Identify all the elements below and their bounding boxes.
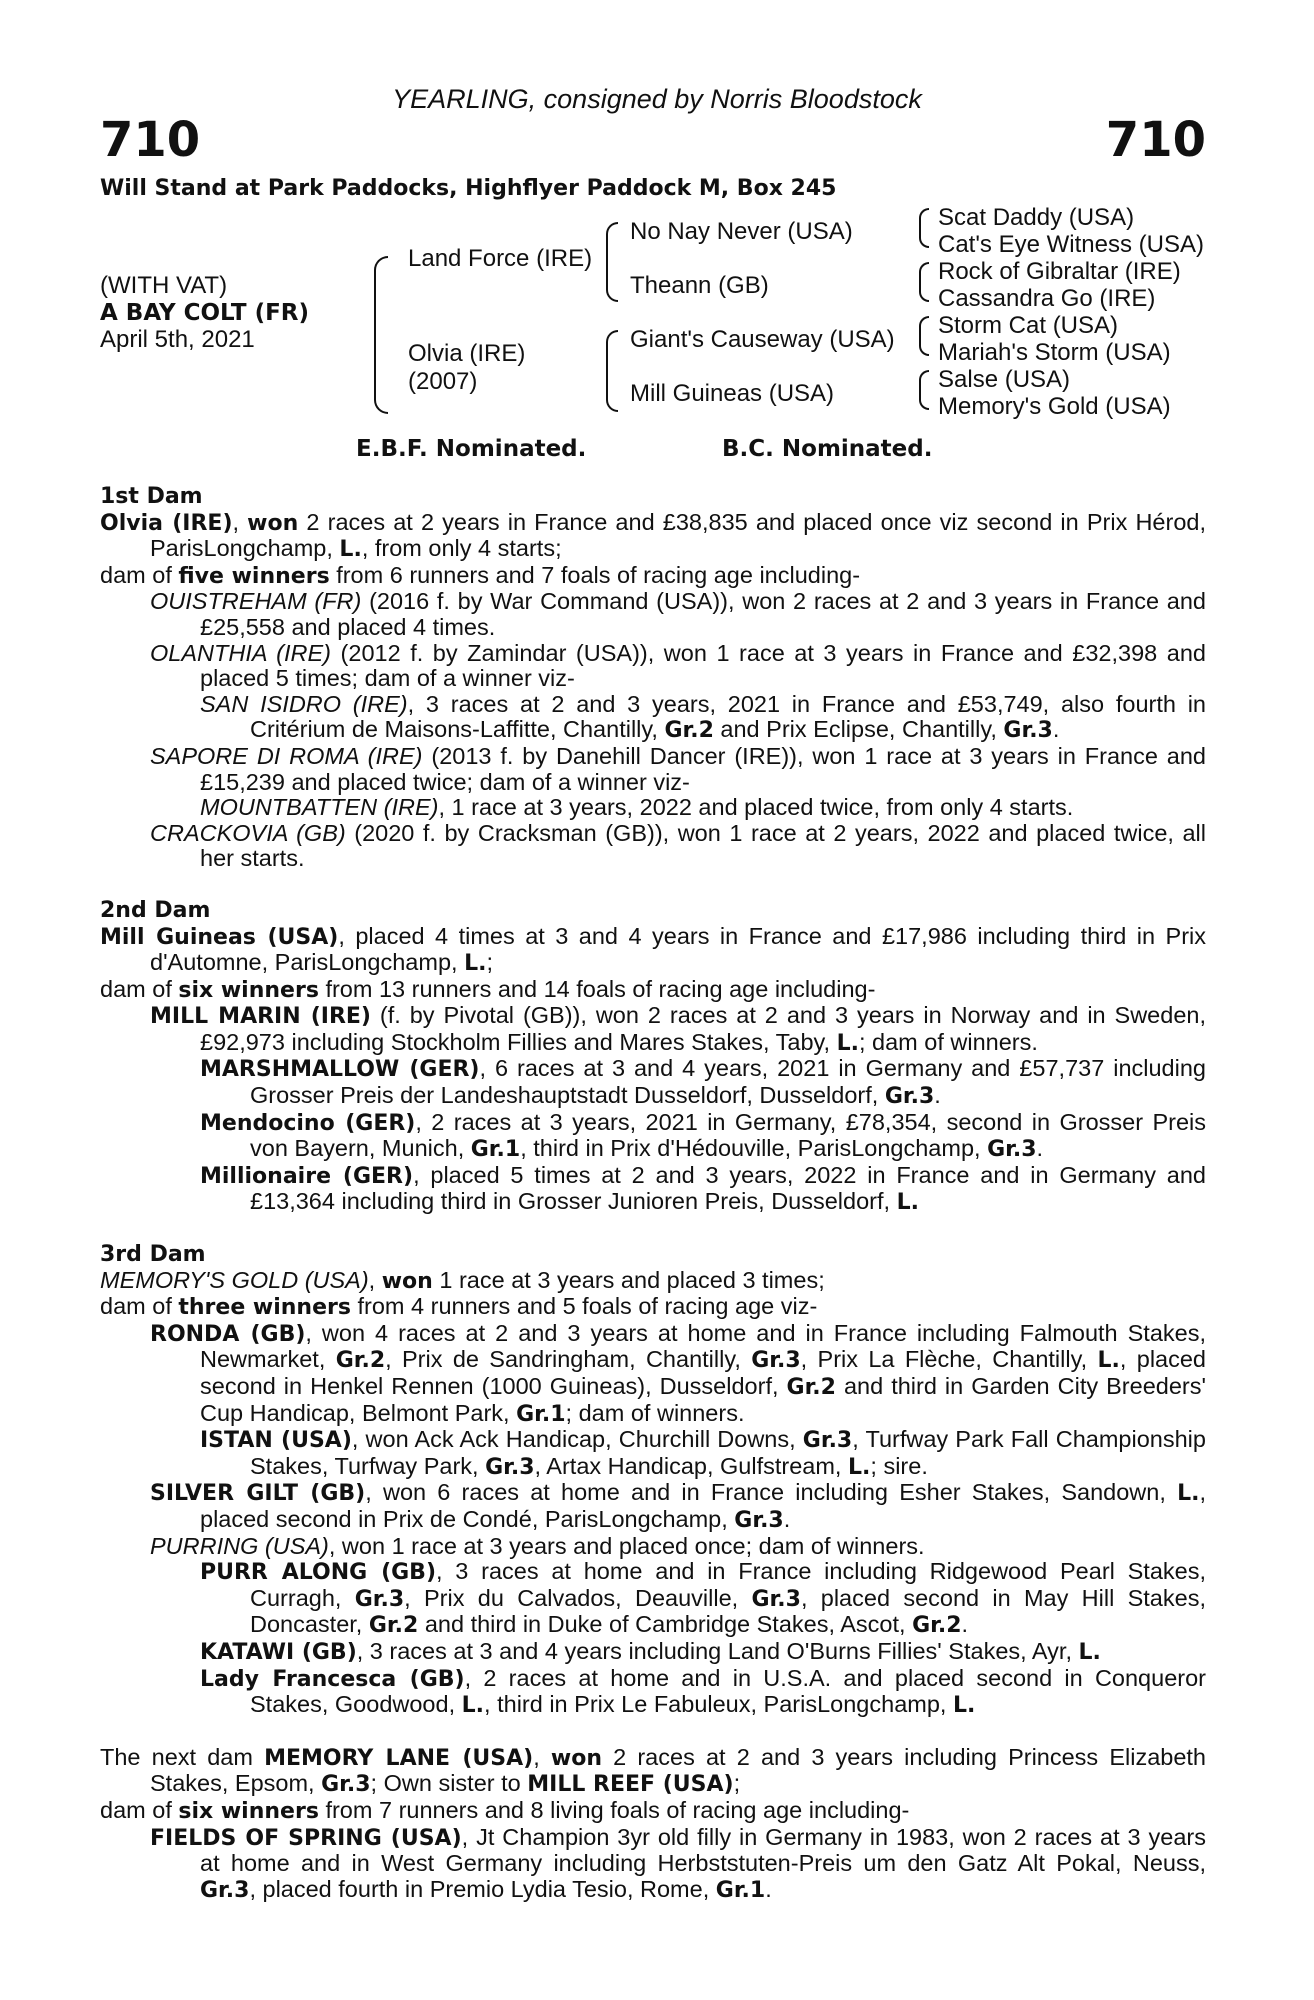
bc-nominated: B.C. Nominated. [722,436,933,462]
third-dam-progeny-1: RONDA (GB), won 4 races at 2 and 3 years at home and in France including Falmouth Stakes, Newmarket, Gr.2, Prix de Sandringham, Chantilly, Gr.3, Prix La Flèche, Chantilly, L., placed second in Henkel Rennen (1000 Guineas), Dusseldorf, Gr.2 and third in Garden City Breeders' Cup Handicap, Belmont Park, Gr.1; dam of winners. [150,1319,1206,1427]
pedigree-g7: Salse (USA) [938,366,1071,393]
pedigree-g8: Memory's Gold (USA) [938,393,1171,420]
third-dam-produce: dam of three winners from 4 runners and 5 foals of racing age viz- [100,1293,818,1321]
pedigree-dam-dam: Mill Guineas (USA) [630,380,835,407]
first-dam-grandprogeny-1: SAN ISIDRO (IRE), 3 races at 2 and 3 years, 2021 in France and £53,749, also fourth in Critérium de Maisons-Laffitte, Chantilly, Gr.2 and Prix Eclipse, Chantilly, Gr.3. [200,690,1206,744]
pedigree-sire-sire: No Nay Never (USA) [630,218,853,245]
pedigree-dam-sire: Giant's Causeway (USA) [630,326,895,353]
first-dam-name: Olvia (IRE) [100,510,233,536]
pedigree-sire-dam: Theann (GB) [630,272,769,299]
next-dam-produce: dam of six winners from 7 runners and 8 living foals of racing age including- [100,1796,910,1824]
pedigree-brace-g2 [919,262,929,302]
first-dam-record: Olvia (IRE), won 2 races at 2 years in France and £38,835 and placed once viz second in Prix Hérod, ParisLongchamp, L., from only 4 starts; [100,508,1206,563]
pedigree-g4: Cassandra Go (IRE) [938,285,1156,312]
first-dam-progeny-1: OUISTREHAM (FR) (2016 f. by War Command (USA)), won 2 races at 2 and 3 years in France and £25,558 and placed 4 times. [150,588,1206,640]
next-dam-progeny-1: FIELDS OF SPRING (USA), Jt Champion 3yr old filly in Germany in 1983, won 2 races at 3 years at home and in West Germany including Herbststuten-Preis um den Gatz Alt Pokal, Neuss, Gr.3, placed fourth in Premio Lydia Tesio, Rome, Gr.1. [150,1823,1206,1903]
third-dam-record: MEMORY'S GOLD (USA), won 1 race at 3 years and placed 3 times; [100,1266,825,1294]
pedigree-brace-g4 [919,370,929,410]
third-dam-name: MEMORY'S GOLD (USA) [100,1266,369,1293]
third-dam-grandprogeny-1: ISTAN (USA), won Ack Ack Handicap, Churchill Downs, Gr.3, Turfway Park Fall Championship Stakes, Turfway Park, Gr.3, Artax Handicap, Gulfstream, L.; sire. [200,1426,1206,1480]
pedigree-g2: Cat's Eye Witness (USA) [938,231,1204,258]
second-dam-heading: 2nd Dam [100,897,211,923]
pedigree-g3: Rock of Gibraltar (IRE) [938,258,1181,285]
third-dam-grandprogeny-2: PURR ALONG (GB), 3 races at home and in France including Ridgewood Pearl Stakes, Curragh, Gr.3, Prix du Calvados, Deauville, Gr.3, placed second in May Hill Stakes, Doncaster, Gr.2 and third in Duke of Cambridge Stakes, Ascot, Gr.2. [200,1558,1206,1639]
next-dam-name: MEMORY LANE (USA) [264,1745,534,1771]
pedigree-brace-dam [606,330,618,412]
second-dam-record: Mill Guineas (USA), placed 4 times at 3 and 4 years in France and £17,986 including third in Prix d'Automne, ParisLongchamp, L.; [100,922,1206,977]
pedigree-sire: Land Force (IRE) [408,245,593,272]
first-dam-grandprogeny-2: MOUNTBATTEN (IRE), 1 race at 3 years, 2022 and placed twice, from only 4 starts. [200,794,1074,821]
next-dam-record: The next dam MEMORY LANE (USA), won 2 races at 2 and 3 years including Princess Elizabeth Stakes, Epsom, Gr.3; Own sister to MILL REEF (USA); [100,1743,1207,1798]
third-dam-progeny-2: SILVER GILT (GB), won 6 races at home and in France including Esher Stakes, Sandown, L., placed second in Prix de Condé, ParisLongchamp, Gr.3. [150,1479,1206,1533]
stand-location: Will Stand at Park Paddocks, Highflyer Paddock M, Box 245 [100,176,837,201]
consignment-line: YEARLING, consigned by Norris Bloodstock [392,84,922,114]
ebf-nominated: E.B.F. Nominated. [356,436,587,462]
dam-record [100,484,1206,1903]
pedigree-g6: Mariah's Storm (USA) [938,339,1171,366]
first-dam-won: won [247,510,299,536]
foaled-date: April 5th, 2021 [100,326,255,353]
third-dam-progeny-3: PURRING (USA), won 1 race at 3 years and placed once; dam of winners. [150,1532,925,1559]
lot-number-left: 710 [100,112,201,168]
vat-note: (WITH VAT) [100,272,228,299]
pedigree-brace-g3 [919,316,929,356]
second-dam-progeny-1: MILL MARIN (IRE) (f. by Pivotal (GB)), won 2 races at 2 and 3 years in Norway and in Sweden, £92,973 including Stockholm Fillies and Mares Stakes, Taby, L.; dam of winners. [150,1002,1206,1056]
pedigree-brace-g1 [919,208,929,248]
second-dam-grandprogeny-3: Millionaire (GER), placed 5 times at 2 and 3 years, 2022 in France and in Germany and £13,364 including third in Grosser Junioren Preis, Dusseldorf, L. [200,1161,1206,1216]
second-dam-produce: dam of six winners from 13 runners and 14 foals of racing age including- [100,975,876,1003]
first-dam-produce: dam of five winners from 6 runners and 7 foals of racing age including- [100,561,861,589]
third-dam-heading: 3rd Dam [100,1242,206,1268]
horse-name: A BAY COLT (FR) [100,300,310,326]
second-dam-grandprogeny-2: Mendocino (GER), 2 races at 3 years, 2021 in Germany, £78,354, second in Grosser Preis von Bayern, Munich, Gr.1, third in Prix d'Hédouville, ParisLongchamp, Gr.3. [200,1108,1206,1163]
pedigree-dam: Olvia (IRE) [408,340,526,367]
first-dam-heading: 1st Dam [100,484,203,509]
pedigree-brace-sire [606,222,618,302]
second-dam-grandprogeny-1: MARSHMALLOW (GER), 6 races at 3 and 4 years, 2021 in Germany and £57,737 including Grosser Preis der Landeshauptstadt Dusseldorf, Dusseldorf, Gr.3. [200,1055,1206,1110]
pedigree-dam-year: (2007) [408,368,478,395]
third-dam-grandprogeny-4: Lady Francesca (GB), 2 races at home and in U.S.A. and placed second in Conqueror Stakes, Goodwood, L., third in Prix Le Fabuleux, ParisLongchamp, L. [200,1664,1206,1719]
lot-number-right: 710 [1105,112,1206,168]
first-dam-progeny-3: SAPORE DI ROMA (IRE) (2013 f. by Danehill Dancer (IRE)), won 1 race at 3 years in France and £15,239 and placed twice; dam of a winner viz- [150,742,1206,795]
pedigree-brace-main [374,256,388,414]
first-dam-progeny-4: CRACKOVIA (GB) (2020 f. by Cracksman (GB)), won 1 race at 2 years, 2022 and placed twice, all her starts. [150,819,1206,872]
pedigree-g1: Scat Daddy (USA) [938,204,1135,231]
second-dam-name: Mill Guineas (USA) [100,924,339,950]
first-dam-progeny-2: OLANTHIA (IRE) (2012 f. by Zamindar (USA)), won 1 race at 3 years in France and £32,398 and placed 5 times; dam of a winner viz- [150,639,1206,692]
pedigree-g5: Storm Cat (USA) [938,312,1119,339]
third-dam-grandprogeny-3: KATAWI (GB), 3 races at 3 and 4 years including Land O'Burns Fillies' Stakes, Ayr, L. [200,1637,1101,1665]
